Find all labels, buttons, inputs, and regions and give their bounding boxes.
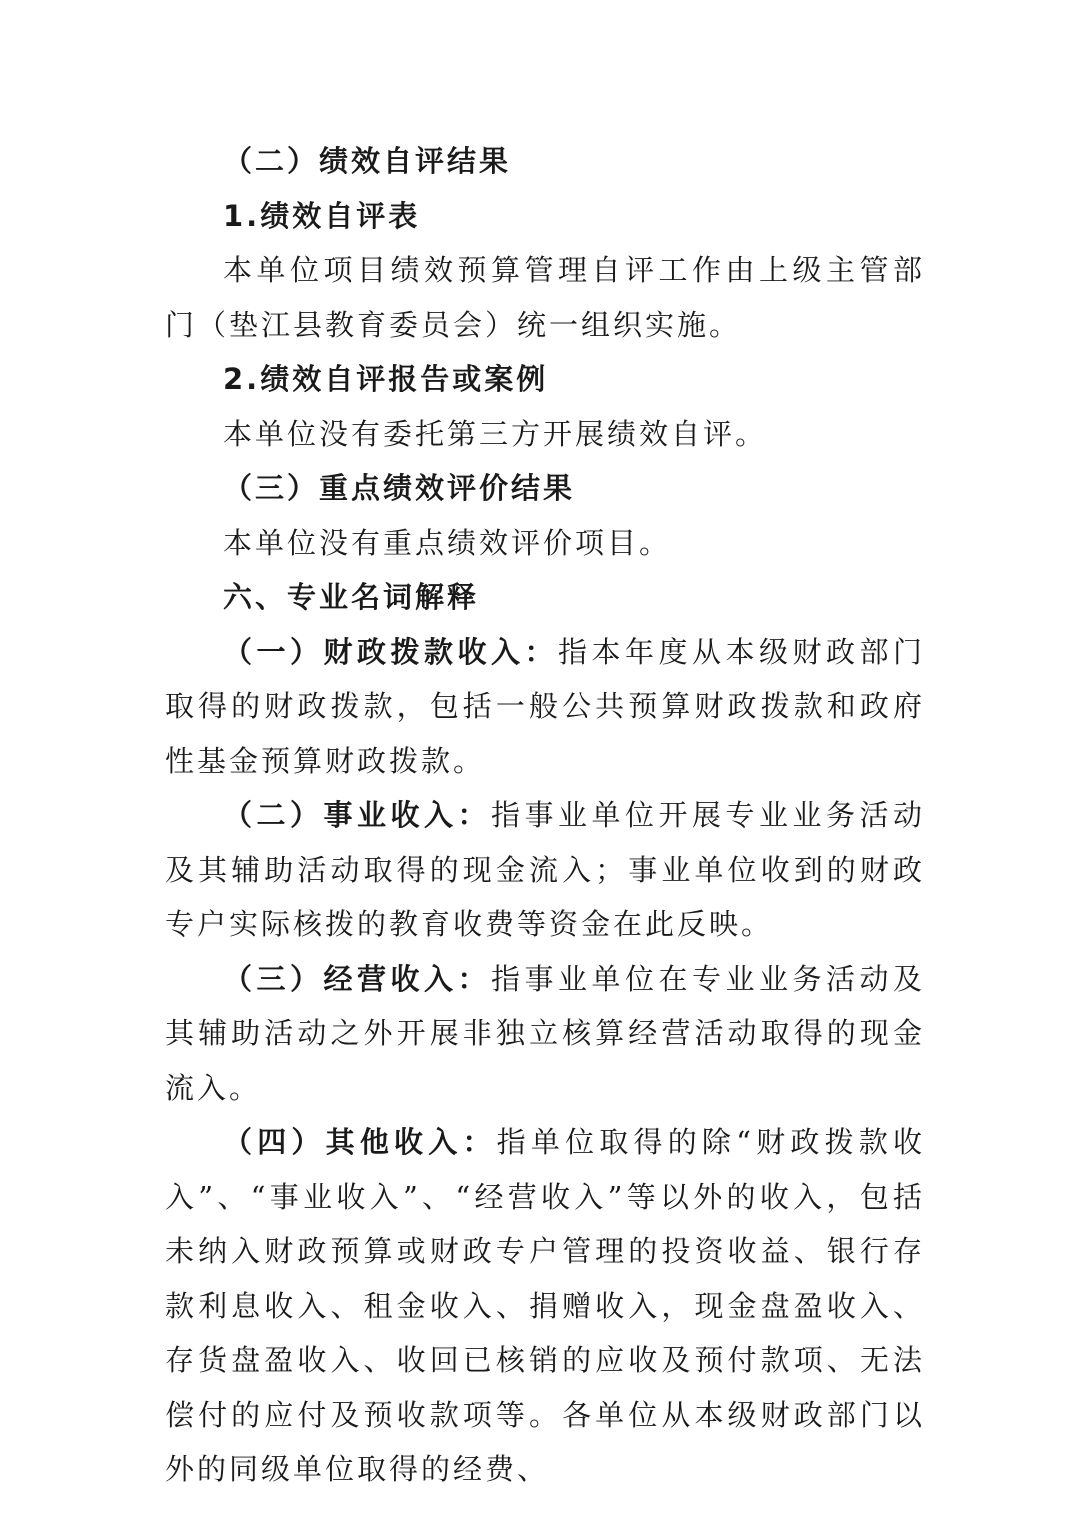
section-heading-key-evaluation-results: （三）重点绩效评价结果 bbox=[223, 471, 576, 505]
term-paragraph-business-income bbox=[165, 788, 925, 952]
section-heading-self-evaluation-results: （二）绩效自评结果 bbox=[223, 144, 512, 178]
term-paragraph-other-income bbox=[165, 1115, 925, 1497]
term-label: （三）经营收入： bbox=[223, 961, 491, 996]
term-definition: 指单位取得的除“财政拨款收入”、“事业收入”、“经营收入”等以外的收入，包括未纳入财政预算或财政专户管理的投资收益、银行存款利息收入、租金收入、捐赠收入，现金盘盈收入、存货盘盈收入、收回已核销的应收及预付款项、无法偿付的应付及预收款项等。各单位从本级财政部门以外的同级单位取得的经费、 bbox=[165, 1125, 925, 1486]
paragraph-self-evaluation-table: 本单位项目绩效预算管理自评工作由上级主管部门（垫江县教育委员会）统一组织实施。 bbox=[165, 253, 925, 342]
term-label: （四）其他收入： bbox=[223, 1125, 497, 1159]
term-label: （一）财政拨款收入： bbox=[223, 634, 558, 669]
subsection-heading-self-evaluation-report: 2.绩效自评报告或案例 bbox=[223, 362, 549, 396]
subsection-heading-self-evaluation-table: 1.绩效自评表 bbox=[223, 198, 421, 233]
chapter-heading-terminology: 六、专业名词解释 bbox=[223, 580, 480, 614]
document-body bbox=[165, 134, 925, 1497]
term-paragraph-operating-income bbox=[165, 952, 925, 1116]
paragraph-key-evaluation-results: 本单位没有重点绩效评价项目。 bbox=[223, 525, 672, 560]
paragraph-self-evaluation-report: 本单位没有委托第三方开展绩效自评。 bbox=[223, 416, 768, 451]
term-definition: 指本年度从本级财政部门取得的财政拨款，包括一般公共预算财政拨款和政府性基金预算财政拨款。 bbox=[165, 634, 925, 778]
term-definition: 指事业单位开展专业业务活动及其辅助活动取得的现金流入；事业单位收到的财政专户实际核拨的教育收费等资金在此反映。 bbox=[165, 798, 925, 941]
term-paragraph-fiscal-appropriation bbox=[165, 625, 925, 789]
term-definition: 指事业单位在专业业务活动及其辅助活动之外开展非独立核算经营活动取得的现金流入。 bbox=[165, 961, 925, 1105]
term-label: （二）事业收入： bbox=[223, 798, 491, 832]
